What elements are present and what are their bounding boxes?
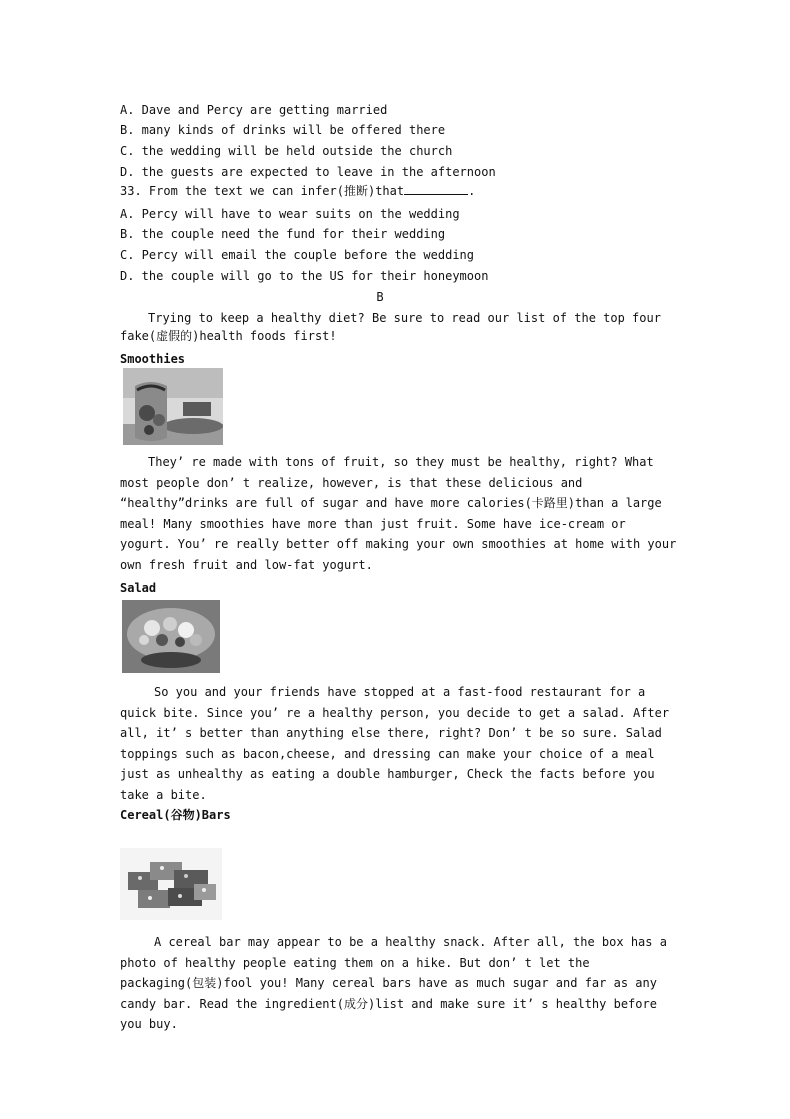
option-line: C. Percy will email the couple before the wedding [120,248,475,262]
question-33-end: . [468,184,476,198]
intro-line: Trying to keep a healthy diet? Be sure to read our list of the top four [148,311,661,325]
option-line: D. the guests are expected to leave in the afternoon [120,165,496,179]
passage-letter: B [376,290,384,304]
option-line: B. many kinds of drinks will be offered there [120,123,446,137]
question-33-stem: 33. From the text we can infer(推断)that [120,184,405,198]
section-text: So you and your friends have stopped at a fast-food restaurant for a quick bite. Since you’ re a healthy person, you decide to get a salad. After all, it’ s better than anything else there, right? Don’ t be so sure. Salad toppings such as bacon,cheese, and dressing can make your choice of a meal just as unhealthy as eating a double hamburger, Check the facts before you take a bite. [120,685,670,802]
section-text: A cereal bar may appear to be a healthy snack. After all, the box has a photo of healthy people eating them on a hike. But don’ t let the packaging(包装)fool you! Many cereal bars have as much sugar and far as any candy bar. Read the ingredient(成分)list and make sure it’ s healthy before you buy. [120,935,667,1031]
cereal-bars-image [120,848,222,920]
section-text: They’ re made with tons of fruit, so they must be healthy, right? What most people don’ t realize, however, is that these delicious and “healthy”drinks are full of sugar and have more calories(卡路里)than a large meal! Many smoothies have more than just fruit. Some have ice-cream or yogurt. You’ re really better off making your own smoothies at home with your own fresh fruit and low-fat yogurt. [120,455,677,572]
section-title: Cereal(谷物)Bars [120,808,231,822]
salad-image [122,600,220,673]
section-title: Smoothies [120,352,186,366]
smoothie-image [123,368,223,445]
intro-line: fake(虚假的)health foods first! [120,329,337,343]
answer-blank [404,184,468,195]
option-line: B. the couple need the fund for their wedding [120,227,446,241]
section-title: Salad [120,581,157,595]
option-line: D. the couple will go to the US for their honeymoon [120,269,489,283]
question-33 [120,184,475,198]
option-line: C. the wedding will be held outside the church [120,144,453,158]
option-line: A. Dave and Percy are getting married [120,103,388,117]
option-line: A. Percy will have to wear suits on the wedding [120,207,460,221]
